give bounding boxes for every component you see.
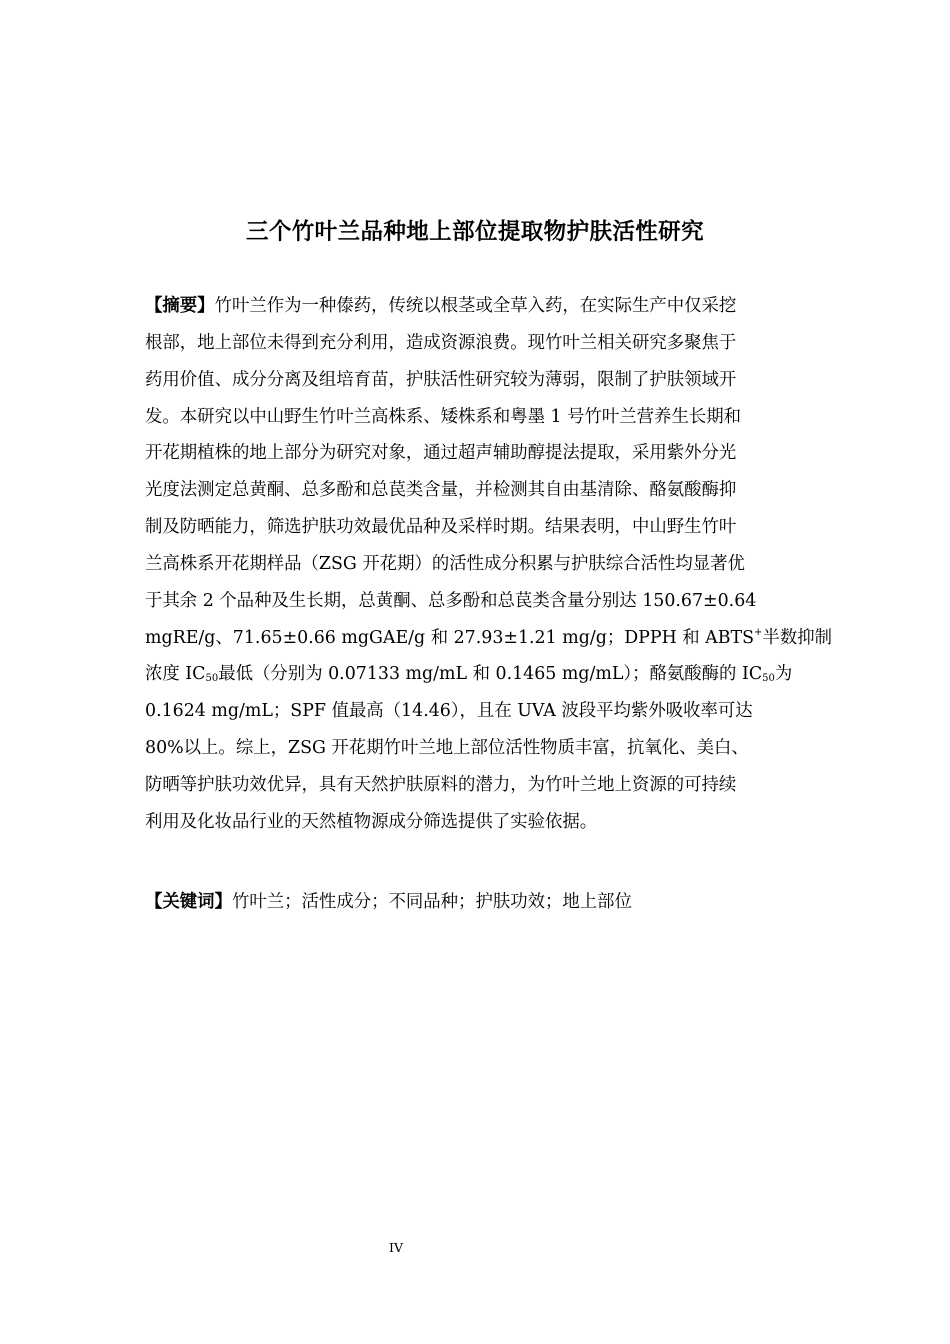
abstract-text: 半数抑制: [762, 627, 832, 648]
abstract-line: [145, 288, 807, 325]
abstract-line: 光度法测定总黄酮、总多酚和总苠类含量，并检测其自由基清除、酪氨酸酶抑: [145, 480, 737, 501]
abstract-text: 竹叶兰作为一种傣药，传统以根茎或全草入药，在实际生产中仅采挖: [214, 296, 737, 316]
abstract-line: 开花期植株的地上部分为研究对象，通过超声辅助醇提法提取，采用紫外分光: [145, 443, 737, 464]
keywords-section: [145, 884, 807, 920]
subscript-50: 50: [762, 673, 775, 685]
subscript-50: 50: [205, 673, 219, 685]
abstract-line: 于其余 2 个品种及生长期，总黄酮、总多酚和总苠类含量分别达 150.67±0.64: [145, 590, 757, 611]
abstract-line: 发。本研究以中山野生竹叶兰高株系、矮株系和粤墨 1 号竹叶兰营养生长期和: [145, 406, 742, 427]
abstract-line: 0.1624 mg/mL；SPF 值最高（14.46），且在 UVA 波段平均紫外吸收率可达: [145, 701, 753, 722]
abstract-line: 兰高株系开花期样品（ZSG 开花期）的活性成分积累与护肤综合活性均显著优: [145, 553, 745, 574]
paper-title: 三个竹叶兰品种地上部位提取物护肤活性研究: [245, 219, 704, 245]
abstract-line: 根部，地上部位未得到充分利用，造成资源浪费。现竹叶兰相关研究多聚焦于: [145, 332, 737, 353]
abstract-text: 最低（分别为 0.07133 mg/mL 和 0.1465 mg/mL）；酪氨酸酶的 IC: [218, 664, 763, 685]
abstract-line: 药用价值、成分分离及组培育苗，护肤活性研究较为薄弱，限制了护肤领域开: [145, 369, 737, 390]
abstract-text: mgRE/g、71.65±0.66 mgGAE/g 和 27.93±1.21 mg/g；DPPH 和 ABTS: [145, 627, 755, 648]
abstract-text: 浓度 IC: [145, 664, 206, 685]
abstract-line: 利用及化妆品行业的天然植物源成分筛选提供了实验依据。: [145, 811, 598, 832]
abstract-line: [145, 620, 832, 657]
page-number: IV: [389, 1240, 403, 1255]
abstract-line: 制及防晒能力，筛选护肤功效最优品种及采样时期。结果表明，中山野生竹叶: [145, 517, 737, 538]
abstract-line: 80%以上。综上，ZSG 开花期竹叶兰地上部位活性物质丰富，抗氧化、美白、: [145, 738, 749, 759]
keywords-label: 【关键词】: [145, 892, 232, 912]
abstract-line: 防晒等护肤功效优异，具有天然护肤原料的潜力，为竹叶兰地上资源的可持续: [145, 774, 737, 795]
abstract-line: [145, 656, 807, 693]
keywords-text: 竹叶兰；活性成分；不同品种；护肤功效；地上部位: [231, 892, 632, 912]
abstract-section: [145, 288, 832, 841]
abstract-label: 【摘要】: [145, 296, 215, 316]
abstract-text: 为: [774, 664, 793, 685]
superscript-plus: +: [754, 626, 763, 638]
